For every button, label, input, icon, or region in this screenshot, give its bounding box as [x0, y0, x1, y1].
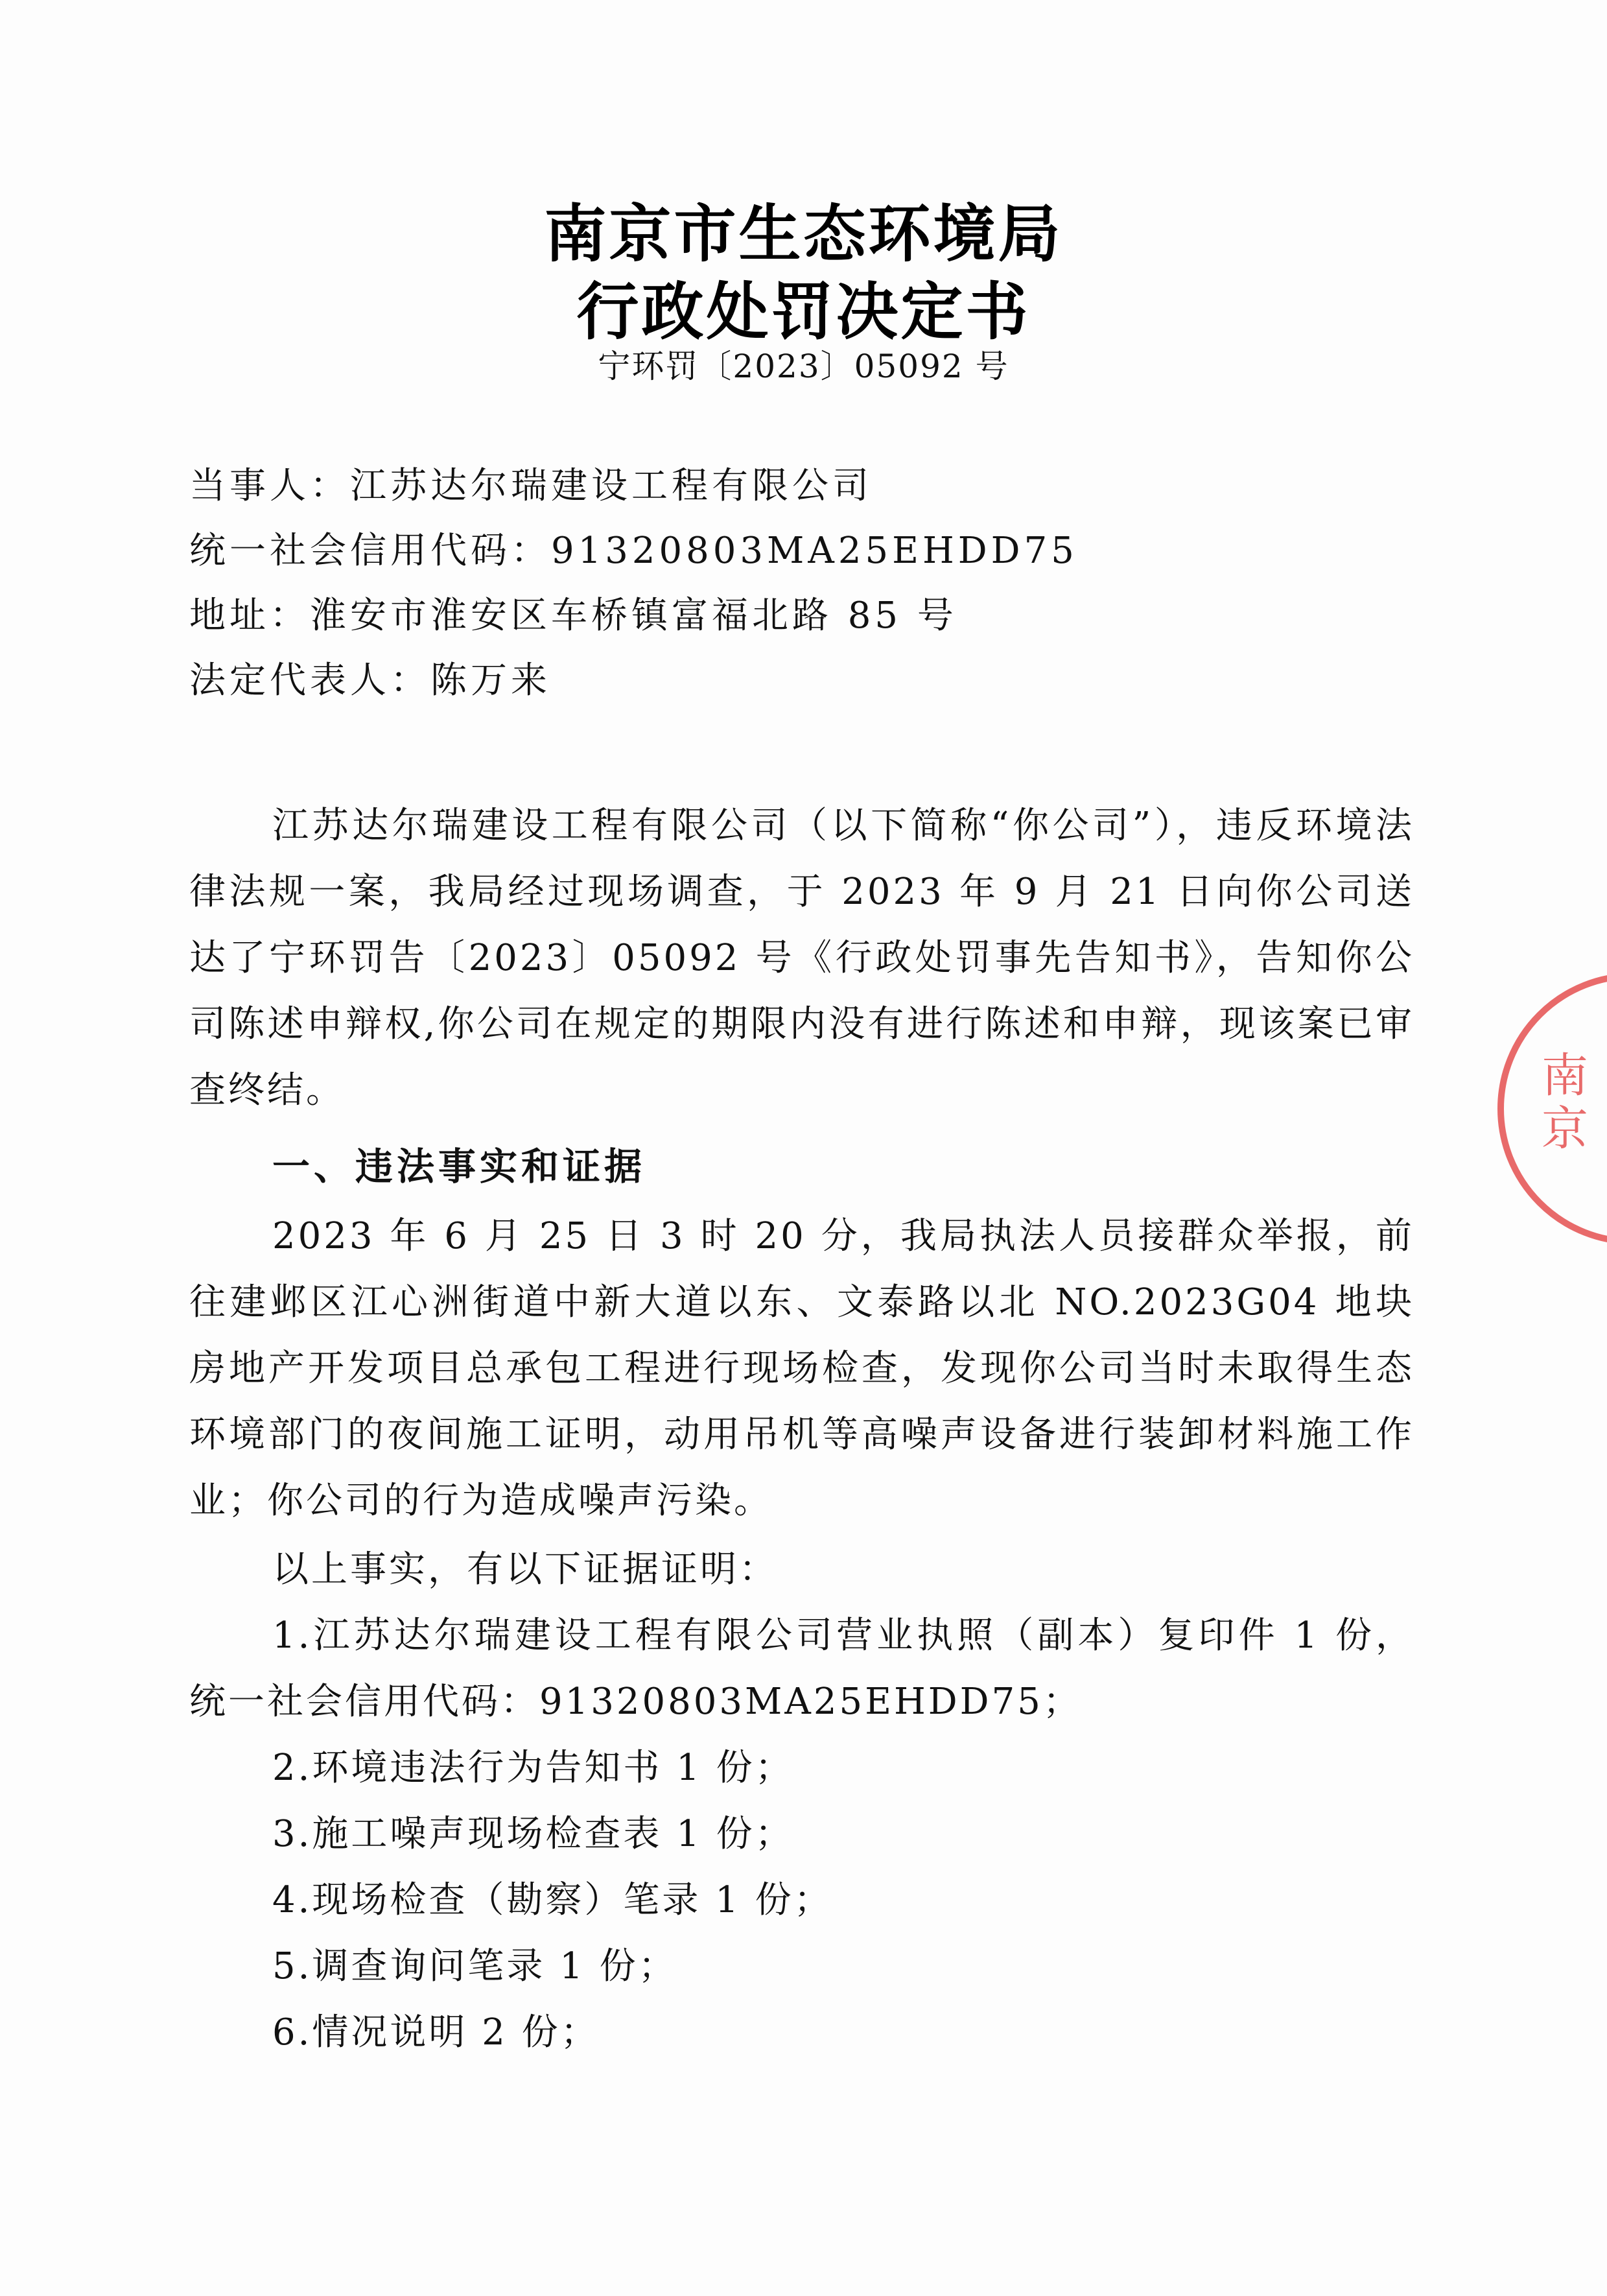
evidence-item: 1.江苏达尔瑞建设工程有限公司营业执照（副本）复印件 1 份，统一社会信用代码：91320803MA25EHDD75； [189, 1615, 1414, 1723]
document-title-line2: 行政处罚决定书 [576, 275, 1031, 348]
party-credit-code: 统一社会信用代码：91320803MA25EHDD75 [189, 530, 1078, 572]
party-legal-representative: 法定代表人：陈万来 [189, 659, 551, 702]
evidence-intro: 以上事实，有以下证据证明： [272, 1548, 778, 1591]
evidence-item: 5.调查询问笔录 1 份； [272, 1945, 677, 1987]
evidence-item: 3.施工噪声现场检查表 1 份； [272, 1813, 794, 1855]
facts-paragraph: 2023 年 6 月 25 日 3 时 20 分，我局执法人员接群众举报，前往建邺区江心洲街道中新大道以东、文泰路以北 NO.2023G04 地块房地产开发项目总承包工程进行现场检查，发现你公司当时未取得生态环境部门的夜间施工证明，动用吊机等高噪声设备进行装卸材料施工作业；你公司的行为造成噪声污染。 [189, 1215, 1414, 1522]
evidence-item: 6.情况说明 2 份； [272, 2011, 600, 2053]
evidence-list [189, 1603, 1414, 2066]
evidence-item: 4.现场检查（勘察）笔录 1 份； [272, 1879, 833, 1921]
party-name: 当事人：江苏达尔瑞建设工程有限公司 [189, 465, 873, 507]
document-number: 宁环罚〔2023〕05092 号 [598, 348, 1009, 385]
evidence-item: 2.环境违法行为告知书 1 份； [272, 1747, 794, 1789]
official-seal-stamp [1497, 973, 1607, 1245]
section-heading-violation-facts: 一、违法事实和证据 [272, 1144, 646, 1189]
intro-paragraph: 江苏达尔瑞建设工程有限公司（以下简称“你公司”），违反环境法律法规一案，我局经过现场调查，于 2023 年 9 月 21 日向你公司送达了宁环罚告〔2023〕05092 号《行政处罚事先告知书》，告知你公司陈述申辩权,你公司在规定的期限内没有进行陈述和申辩，现该案已审查终结。 [189, 805, 1414, 1111]
party-address: 地址：淮安市淮安区车桥镇富福北路 85 号 [189, 595, 957, 637]
seal-text: 南京 [1534, 1050, 1588, 1157]
document-title-line1: 南京市生态环境局 [544, 197, 1063, 270]
